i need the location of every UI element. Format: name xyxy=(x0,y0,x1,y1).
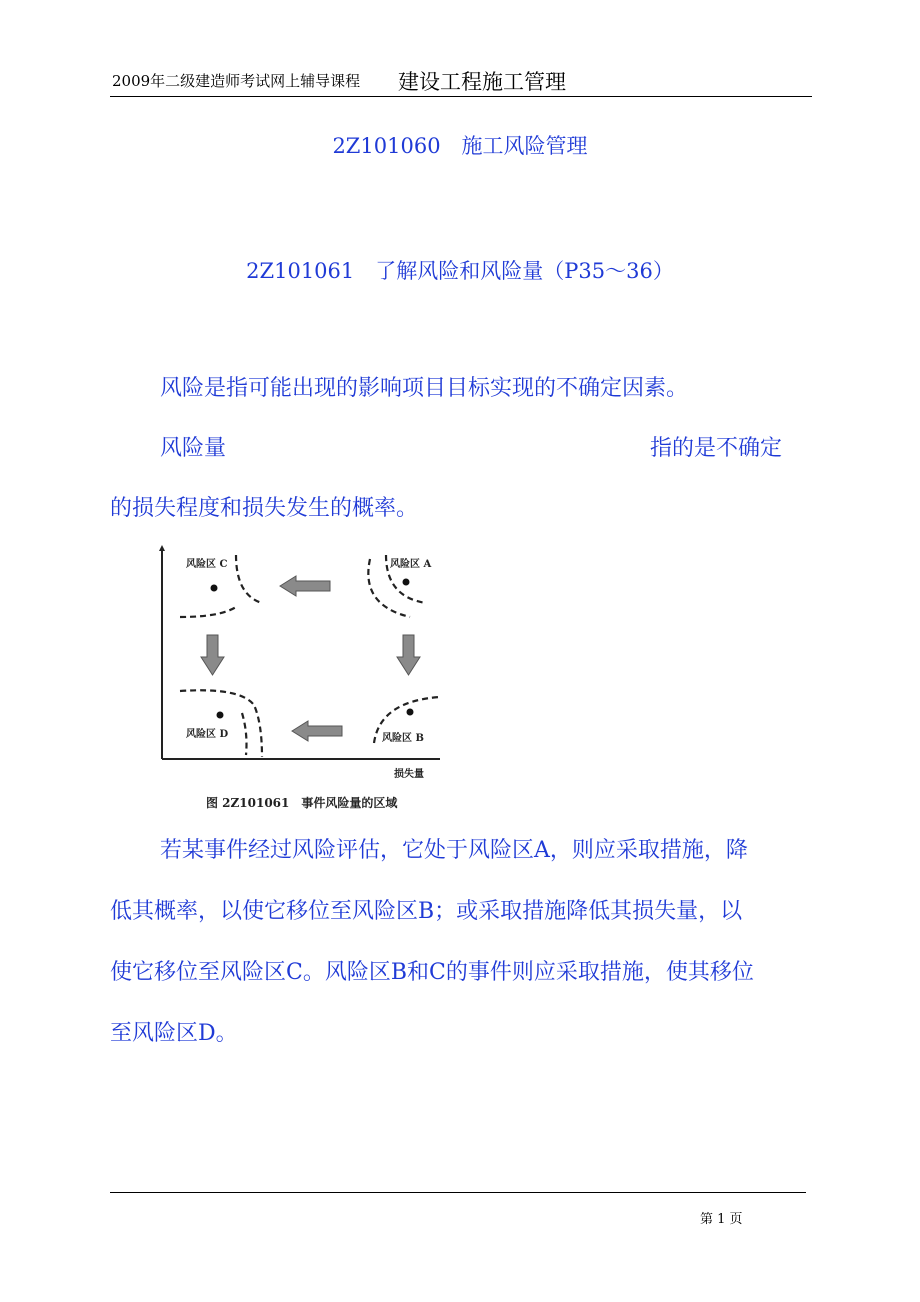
definition-risk-amount-tail: 指的是不确定 xyxy=(650,436,783,461)
zone-c-dot xyxy=(211,585,218,592)
footer-divider xyxy=(110,1192,806,1193)
zone-c-boundary xyxy=(236,555,262,603)
risk-zone-diagram xyxy=(150,545,450,785)
subsection-title: 2Z101061 了解风险和风险量（P35～36） xyxy=(246,259,674,283)
section-title: 2Z101060 施工风险管理 xyxy=(332,134,588,158)
page-number: 第 1 页 xyxy=(700,1212,743,1227)
header-divider xyxy=(110,96,812,97)
definition-risk-amount-line2: 的损失程度和损失发生的概率。 xyxy=(110,496,419,521)
y-axis-arrowhead xyxy=(159,545,165,551)
zone-c-boundary-lower xyxy=(180,607,236,617)
explanation-line-2: 低其概率，以使它移位至风险区B；或采取措施降低其损失量，以 xyxy=(110,899,743,924)
zone-d-label: 风险区 D xyxy=(186,729,229,740)
definition-risk: 风险是指可能出现的影响项目目标实现的不确定因素。 xyxy=(160,376,689,401)
zone-a-label: 风险区 A xyxy=(390,559,432,570)
header-subject-title: 建设工程施工管理 xyxy=(398,70,566,94)
zone-a-dot xyxy=(403,579,410,586)
arrow-a-to-c xyxy=(280,576,330,596)
arrow-c-to-d xyxy=(201,635,224,675)
zone-b-label: 风险区 B xyxy=(382,733,424,744)
zone-d-dot xyxy=(217,712,224,719)
definition-risk-amount-lead: 风险量 xyxy=(160,436,227,461)
explanation-line-4: 至风险区D。 xyxy=(110,1021,238,1046)
arrow-b-to-d xyxy=(292,721,342,741)
explanation-line-1: 若某事件经过风险评估，它处于风险区A，则应采取措施，降 xyxy=(160,838,748,863)
zone-c-label: 风险区 C xyxy=(186,559,228,570)
zone-b-dot xyxy=(407,709,414,716)
risk-zone-figure xyxy=(150,545,450,789)
zone-d-boundary-inner xyxy=(242,713,247,755)
explanation-line-3: 使它移位至风险区C。风险区B和C的事件则应采取措施，使其移位 xyxy=(110,960,754,985)
x-axis-label: 损失量 xyxy=(394,769,424,780)
header-course-label: 2009年二级建造师考试网上辅导课程 xyxy=(112,72,361,90)
figure-caption: 图 2Z101061 事件风险量的区域 xyxy=(206,796,398,810)
zone-d-boundary xyxy=(180,690,262,757)
arrow-a-to-b xyxy=(397,635,420,675)
